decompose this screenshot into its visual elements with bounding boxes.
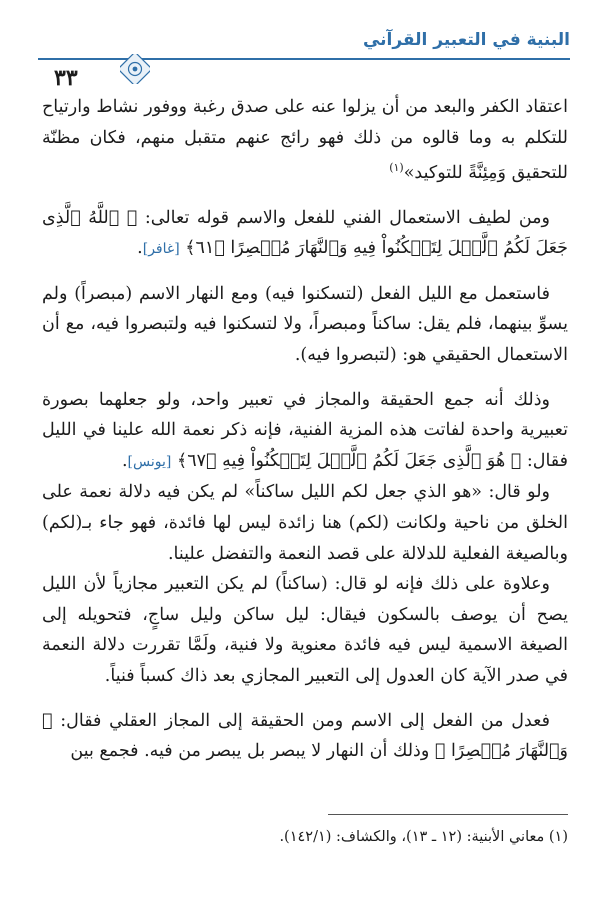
paragraph-4: وذلك أنه جمع الحقيقة والمجاز في تعبير واحد، ولو جعلهما بصورة تعبيرية واحدة لفاتت هذه المزية الفنية، فإنه ذكر نعمة الله علينا في الليل فقال: ﴿ هُوَ ٱلَّذِى جَعَلَ لَكُمُ ٱلَّيۡلَ لِتَسۡكُنُواْ فِيهِ ﴿٦٧﴾ [يونس].	[42, 389, 568, 471]
paragraph-2: ومن لطيف الاستعمال الفني للفعل والاسم قوله تعالى: ﴿ ٱللَّهُ ٱلَّذِى جَعَلَ لَكُمُ ٱلَّيۡلَ لِتَسۡكُنُواْ فِيهِ وَٱلنَّهَارَ مُبۡصِرًا ﴿٦١﴾ [غافر].	[42, 207, 568, 259]
paragraph-6: وعلاوة على ذلك فإنه لو قال: (ساكناً) لم يكن التعبير مجازياً لأن الليل يصح أن يوصف بالسكون فيقال: ليل ساكن وليل ساجٍ، فتحويله إلى الصيغة الاسمية ليس فيه فائدة معنوية ولا فنية، ولَمَّا تقررت دلالة النعمة في صدر الآية كان العدول إلى التعبير المجازي بعد ذاك كسباً فنياً.	[42, 574, 568, 686]
quran-verse-nahar: ﴿ وَٱلنَّهَارَ مُبۡصِرًا ﴾	[42, 710, 568, 762]
paragraph-7	[42, 706, 568, 767]
quran-verse-ghafir: ﴿ ٱللَّهُ ٱلَّذِى جَعَلَ لَكُمُ ٱلَّيۡلَ لِتَسۡكُنُواْ فِيهِ وَٱلنَّهَارَ مُبۡصِرًا ﴿٦١﴾	[42, 207, 568, 259]
page-number: ٣٣	[54, 65, 78, 91]
running-title: البنية في التعبير القرآني	[362, 30, 570, 50]
page-header	[38, 22, 570, 91]
paragraph-5: ولو قال: «هو الذي جعل لكم الليل ساكناً» لم يكن فيه دلالة نعمة على الخلق من ناحية ولكانت (لكم) هنا زائدة ليس لها فائدة، فهو جاء بـ(لكم) وبالصيغة الفعلية للدلالة على قصد النعمة والتفضل علينا.	[42, 482, 568, 564]
paragraph-3: فاستعمل مع الليل الفعل (لتسكنوا فيه) ومع النهار الاسم (مبصراً) ولم يسوِّ بينهما، فلم يقل: ساكناً ومبصراً، ولا لتسكنوا فيه ولتبصروا فيه، مع أن الاستعمال الحقيقي هو: (لتبصروا فيه).	[42, 283, 568, 365]
paragraph-2-lead: ومن لطيف الاستعمال الفني للفعل والاسم قوله تعالى:	[144, 207, 550, 228]
paragraph-7-lead: فعدل من الفعل إلى الاسم ومن الحقيقة إلى المجاز العقلي فقال:	[60, 710, 550, 731]
footnote: (١) معاني الأبنية: (١٢ ـ ١٣)، والكشاف: (١٤٢/١).	[279, 829, 568, 845]
paragraph-1-text: اعتقاد الكفر والبعد من أن يزلوا عنه على صدق رغبة ووفور نشاط وارتياح للتكلم به وما قالوه من ذلك فهو رائج عنهم متقبل منهم، فكان مظنّة للتحقيق وَمِئِنَّةً للتوكيد»	[42, 97, 568, 184]
paragraph-4-text: وذلك أنه جمع الحقيقة والمجاز في تعبير واحد، ولو جعلهما بصورة تعبيرية واحدة لفاتت هذه المزية الفنية، فإنه ذكر نعمة الله علينا في الليل فقال:	[42, 389, 568, 471]
verse-reference-yunus: [يونس]	[127, 453, 172, 470]
header-rule	[38, 58, 570, 60]
paragraph-7-rest: وذلك أن النهار لا يبصر بل يبصر من فيه. فجمع بين	[70, 741, 430, 762]
quran-verse-yunus: ﴿ هُوَ ٱلَّذِى جَعَلَ لَكُمُ ٱلَّيۡلَ لِتَسۡكُنُواْ فِيهِ ﴿٦٧﴾	[176, 450, 522, 471]
paragraph-1	[42, 92, 568, 189]
ornament-icon	[120, 54, 150, 84]
page-body	[42, 92, 568, 767]
verse-reference-ghafir: [غافر]	[142, 241, 180, 258]
footnote-divider	[328, 814, 568, 815]
footnote-marker: (١)	[389, 161, 404, 175]
